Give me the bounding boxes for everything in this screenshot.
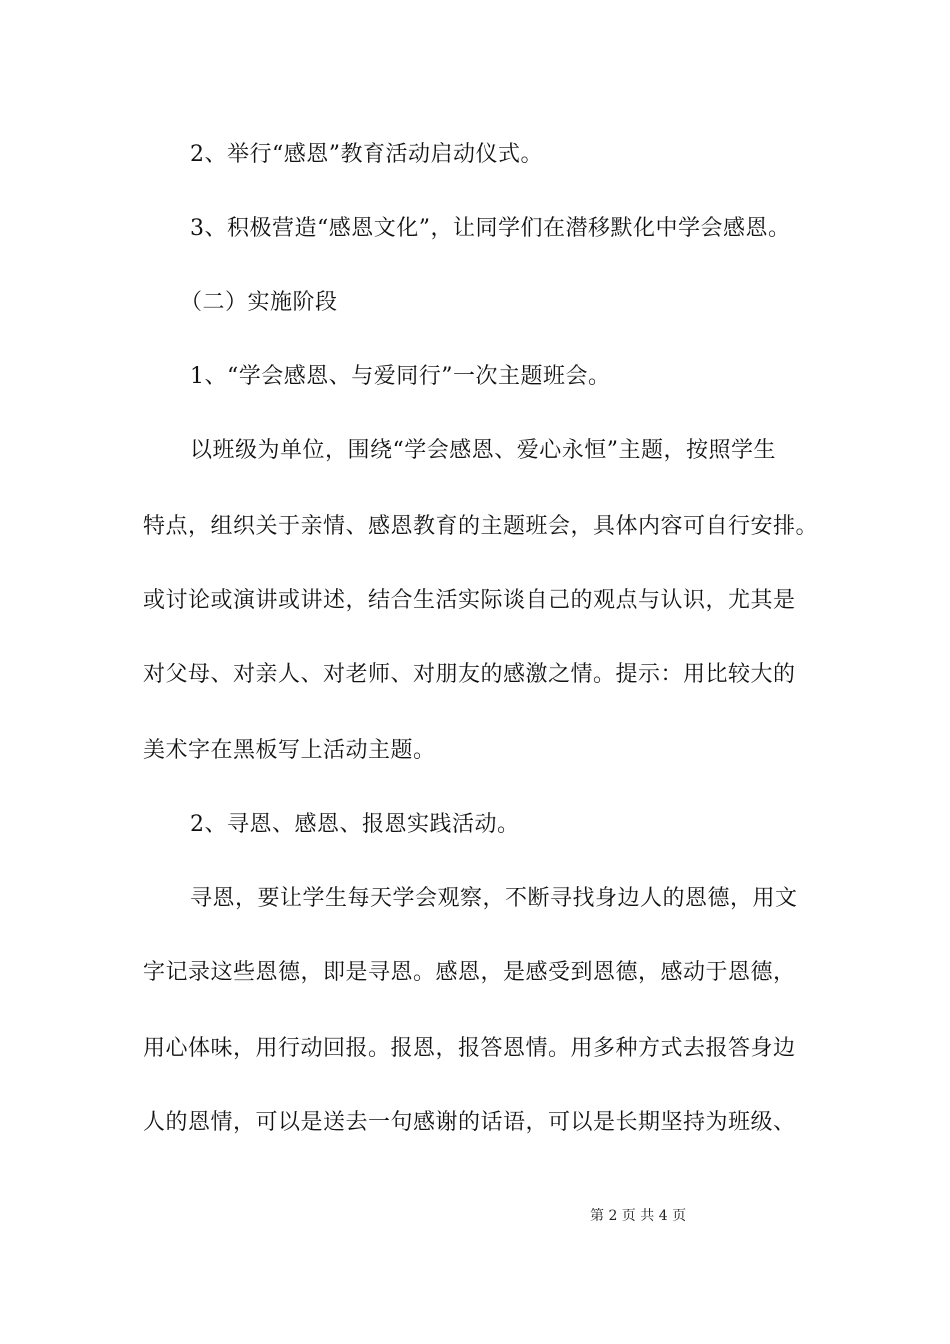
paragraph-line: 2、举行“感恩”教育活动启动仪式。 — [190, 142, 543, 167]
paragraph-line: 人的恩情，可以是送去一句感谢的话语，可以是长期坚持为班级、 — [143, 1110, 796, 1135]
section-heading: （二）实施阶段 — [180, 290, 338, 315]
paragraph-line: 对父母、对亲人、对老师、对朋友的感激之情。提示：用比较大的 — [143, 662, 796, 687]
paragraph-line: 特点，组织关于亲情、感恩教育的主题班会，具体内容可自行安排。 — [143, 514, 819, 539]
paragraph-line: 字记录这些恩德，即是寻恩。感恩，是感受到恩德，感动于恩德， — [143, 960, 796, 985]
paragraph-line: 2、寻恩、感恩、报恩实践活动。 — [190, 812, 520, 837]
paragraph-line: 以班级为单位，围绕“学会感恩、爱心永恒”主题，按照学生 — [190, 438, 776, 463]
paragraph-line: 美术字在黑板写上活动主题。 — [143, 738, 436, 763]
paragraph-line: 1、“学会感恩、与爱同行”一次主题班会。 — [190, 364, 611, 389]
paragraph-line: 用心体味，用行动回报。报恩，报答恩情。用多种方式去报答身边 — [143, 1036, 796, 1061]
paragraph-line: 3、积极营造“感恩文化”，让同学们在潜移默化中学会感恩。 — [190, 216, 791, 241]
paragraph-line: 或讨论或演讲或讲述，结合生活实际谈自己的观点与认识，尤其是 — [143, 588, 796, 613]
paragraph-line: 寻恩，要让学生每天学会观察，不断寻找身边人的恩德，用文 — [190, 886, 798, 911]
page-number-label: 第 2 页 共 4 页 — [590, 1208, 687, 1224]
